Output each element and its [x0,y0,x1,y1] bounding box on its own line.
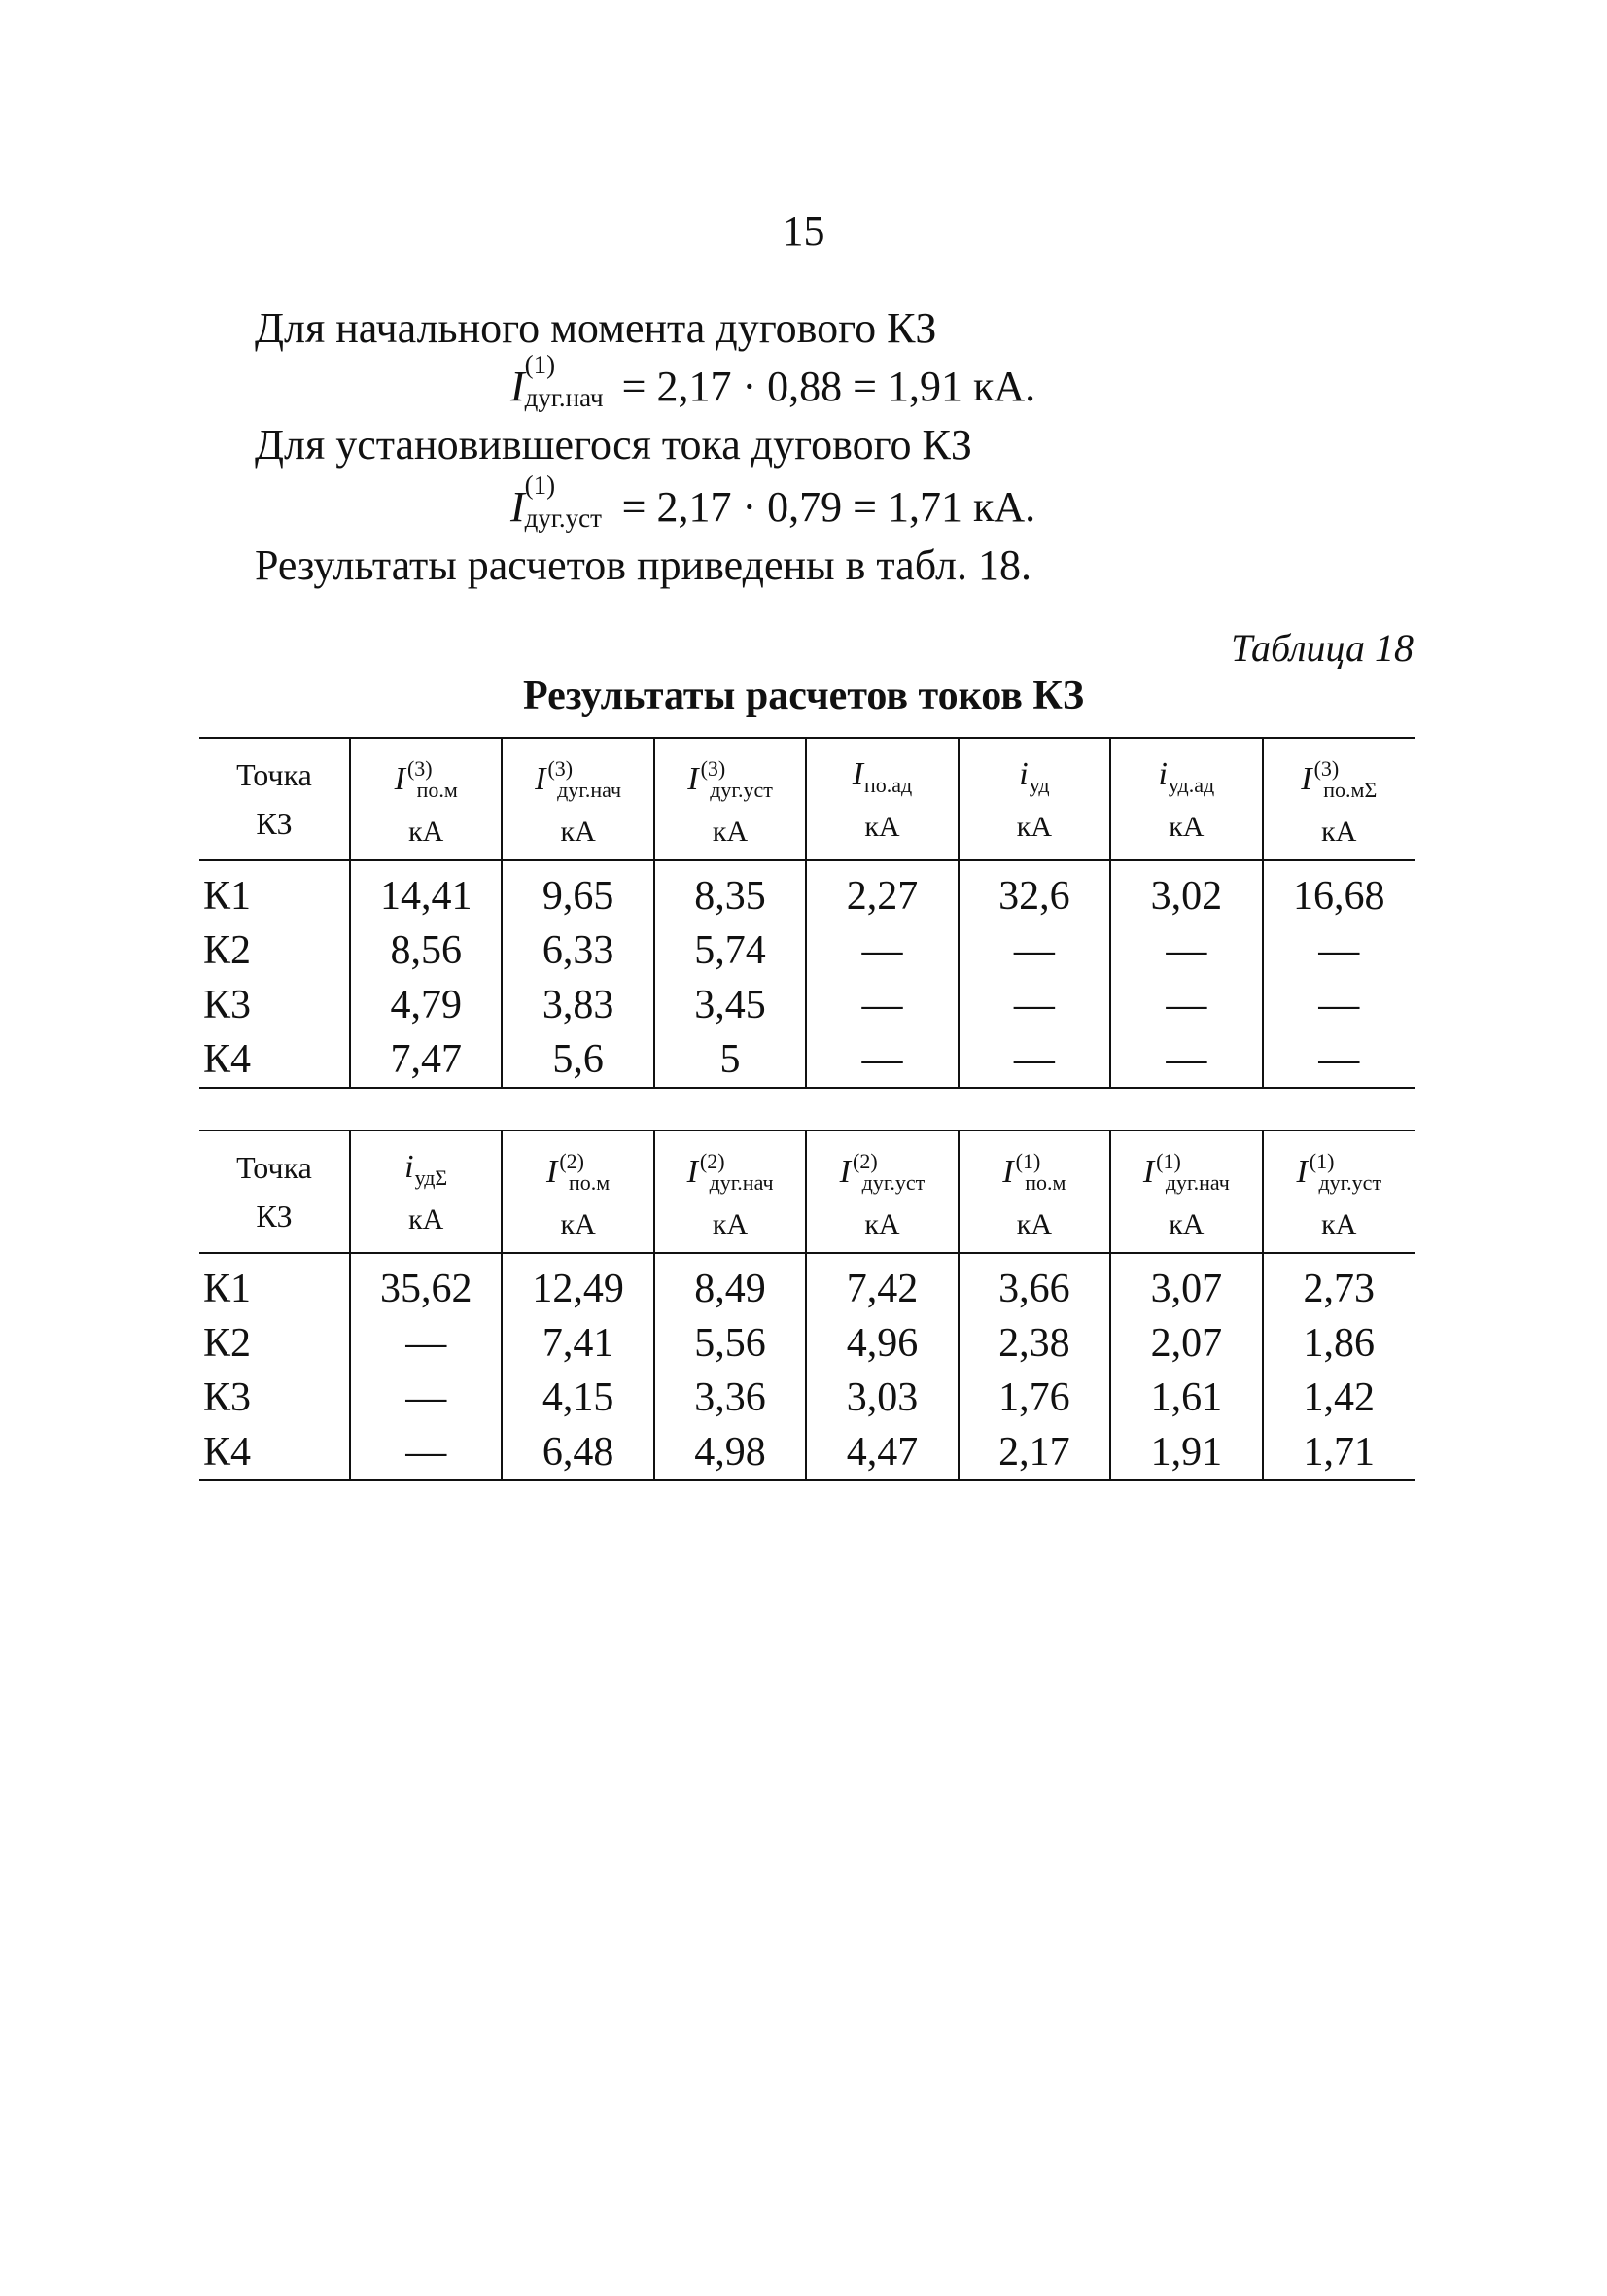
formula-arc-initial [510,349,1036,412]
formula-symbol: I [510,363,525,410]
value-cell: 5,74 [654,923,806,978]
value-cell: — [959,923,1110,978]
value-cell: 9,65 [502,860,653,923]
column-symbol-base: I [546,1154,558,1190]
point-header-label: КЗ [256,806,293,841]
value-cell: — [1110,923,1262,978]
value-cell: 8,49 [654,1253,806,1316]
column-symbol-subscript: дуг.уст [710,778,773,802]
column-symbol-base: I [686,1154,698,1190]
column-symbol-subscript: по.м [416,778,458,802]
formula-expression: = 2,17 · 0,88 = 1,91 кА. [621,363,1036,410]
column-unit: кА [1169,1208,1205,1240]
column-symbol-base: i [404,1148,414,1185]
value-cell: 2,73 [1263,1253,1415,1316]
value-cell: 3,07 [1110,1253,1262,1316]
value-cell: — [806,923,958,978]
column-symbol [546,1142,610,1202]
formula-indices [524,470,614,533]
formula-superscript: (1) [524,349,556,379]
column-unit: кА [864,1208,900,1240]
table-row [199,860,1415,923]
column-symbol-superscript: (1) [1309,1149,1335,1173]
value-cell: — [806,1032,958,1088]
value-cell: 6,48 [502,1425,653,1480]
point-header [199,1131,350,1253]
column-header [1110,738,1262,860]
value-cell: 8,35 [654,860,806,923]
table-row [199,978,1415,1032]
column-symbol-base: I [839,1154,851,1190]
value-cell: — [1110,1032,1262,1088]
column-symbol-superscript: (1) [1015,1149,1041,1173]
value-cell: 4,98 [654,1425,806,1480]
column-symbol [1296,1142,1381,1202]
column-symbol [687,1142,774,1202]
column-symbol-superscript: (3) [1313,756,1340,781]
column-symbol-subscript: по.мΣ [1323,778,1378,802]
column-symbol-subscript: удΣ [414,1165,448,1190]
value-cell: — [1263,978,1415,1032]
value-cell: 12,49 [502,1253,653,1316]
column-symbol-subscript: по.м [569,1170,611,1195]
value-cell: 4,96 [806,1316,958,1371]
point-header-label: Точка [236,1150,312,1185]
column-symbol-superscript: (3) [406,756,433,781]
value-cell: 16,68 [1263,860,1415,923]
column-symbol [1143,1142,1230,1202]
value-cell: — [806,978,958,1032]
column-header [959,1131,1110,1253]
column-symbol [1019,755,1049,805]
point-header-label: КЗ [256,1199,293,1234]
column-symbol-base: i [1158,755,1168,792]
text-line-steady-arc: Для установившегося тока дугового КЗ [255,421,972,469]
value-cell: — [959,978,1110,1032]
column-symbol-base: I [535,761,546,797]
column-header [350,1131,502,1253]
column-unit: кА [1016,810,1053,843]
column-header [654,1131,806,1253]
value-cell: 4,47 [806,1425,958,1480]
column-symbol-superscript: (2) [853,1149,878,1173]
column-symbol [1002,1142,1066,1202]
value-cell: 3,36 [654,1371,806,1425]
value-cell: 8,56 [350,923,502,978]
table-header-row [199,1131,1415,1253]
column-symbol-subscript: дуг.нач [1165,1170,1230,1195]
value-cell: 1,61 [1110,1371,1262,1425]
column-symbol-superscript: (3) [547,756,574,781]
column-symbol [395,749,458,810]
column-unit: кА [712,1208,749,1240]
value-cell: 4,79 [350,978,502,1032]
column-header [1263,738,1415,860]
column-unit: кА [560,816,596,848]
column-symbol [404,1148,447,1198]
column-symbol-base: I [1142,1154,1155,1190]
value-cell: 35,62 [350,1253,502,1316]
value-cell: 3,83 [502,978,653,1032]
column-symbol-base: I [852,755,864,792]
table-row [199,923,1415,978]
value-cell: 5,56 [654,1316,806,1371]
column-symbol-base: i [1019,755,1029,792]
point-cell: К2 [203,928,252,973]
value-cell: 6,33 [502,923,653,978]
table-title: Результаты расчетов токов КЗ [522,674,1085,718]
point-cell: К2 [203,1321,252,1366]
value-cell: 5 [654,1032,806,1088]
value-cell: 2,17 [959,1425,1110,1480]
value-cell: 7,41 [502,1316,653,1371]
page-number: 15 [782,207,825,255]
value-cell: 3,02 [1110,860,1262,923]
column-unit: кА [1169,810,1205,843]
value-cell: 3,03 [806,1371,958,1425]
table-row [199,1371,1415,1425]
formula-indices [524,349,614,412]
column-header [806,738,958,860]
column-symbol [1158,755,1214,805]
column-symbol-superscript: (3) [700,756,726,781]
value-cell: 14,41 [350,860,502,923]
column-symbol-subscript: по.м [1025,1170,1066,1195]
column-symbol-superscript: (1) [1156,1149,1181,1173]
column-symbol [853,755,913,805]
table-caption: Таблица 18 [1231,626,1414,670]
value-cell: 5,6 [502,1032,653,1088]
column-symbol-subscript: дуг.нач [709,1170,774,1195]
table-row [199,1032,1415,1088]
text-line-initial-arc: Для начального момента дугового КЗ [255,304,937,352]
value-cell: — [1110,978,1262,1032]
column-symbol-subscript: дуг.уст [861,1170,926,1195]
formula-subscript: дуг.нач [524,382,604,412]
column-unit: кА [1016,1208,1053,1240]
formula-subscript: дуг.уст [524,503,602,533]
column-symbol [840,1142,926,1202]
column-symbol-superscript: (2) [559,1149,585,1173]
value-cell: 3,66 [959,1253,1110,1316]
value-cell: 7,47 [350,1032,502,1088]
value-cell: 4,15 [502,1371,653,1425]
value-cell: 2,07 [1110,1316,1262,1371]
column-header [502,1131,653,1253]
formula-superscript: (1) [524,470,556,500]
value-cell: — [350,1371,502,1425]
column-symbol-base: I [1296,1154,1308,1190]
column-unit: кА [408,1202,444,1235]
formula-expression: = 2,17 · 0,79 = 1,71 кА. [621,483,1036,531]
column-unit: кА [712,816,749,848]
column-symbol-base: I [687,761,699,797]
column-header [502,738,653,860]
value-cell: 1,71 [1263,1425,1415,1480]
value-cell: — [959,1032,1110,1088]
column-header [1110,1131,1262,1253]
column-symbol-subscript: уд.ад [1168,772,1215,797]
column-symbol-superscript: (2) [699,1149,725,1173]
value-cell: 3,45 [654,978,806,1032]
column-symbol-base: I [1002,1154,1014,1190]
point-cell: К4 [199,1425,350,1480]
results-table-2 [199,1130,1415,1481]
column-symbol-base: I [1301,761,1312,797]
column-unit: кА [1321,1208,1357,1240]
point-cell: К3 [203,1375,252,1420]
column-symbol-subscript: дуг.уст [1318,1170,1382,1195]
value-cell: 7,42 [806,1253,958,1316]
column-header [350,738,502,860]
table-row [199,1316,1415,1371]
results-table-1 [199,737,1415,1089]
value-cell: 1,91 [1110,1425,1262,1480]
column-unit: кА [864,810,900,843]
column-header [1263,1131,1415,1253]
value-cell: — [1263,923,1415,978]
point-header [199,738,350,860]
column-symbol [535,749,621,810]
point-header-label: Точка [236,757,312,792]
value-cell: 32,6 [959,860,1110,923]
point-cell: К4 [199,1032,350,1088]
value-cell: 1,76 [959,1371,1110,1425]
column-unit: кА [408,816,444,848]
column-header [806,1131,958,1253]
point-cell: К1 [203,1267,252,1311]
value-cell: 1,86 [1263,1316,1415,1371]
column-symbol [687,749,773,810]
column-header [654,738,806,860]
formula-arc-steady [510,470,1036,533]
table-header-row [199,738,1415,860]
column-symbol-subscript: дуг.нач [557,778,622,802]
column-symbol-subscript: по.ад [864,772,913,797]
column-unit: кА [1321,816,1357,848]
column-symbol-subscript: уд [1029,772,1050,797]
value-cell: 2,27 [806,860,958,923]
point-cell: К3 [203,983,252,1027]
value-cell: — [1263,1032,1415,1088]
column-header [959,738,1110,860]
table-row [199,1425,1415,1480]
value-cell: — [350,1425,502,1480]
point-cell: К1 [203,874,252,919]
table-row [199,1253,1415,1316]
value-cell: 2,38 [959,1316,1110,1371]
column-symbol-base: I [394,761,405,797]
formula-symbol: I [510,483,525,531]
value-cell: — [350,1316,502,1371]
column-symbol [1301,749,1377,810]
text-line-results: Результаты расчетов приведены в табл. 18. [255,541,1031,589]
column-unit: кА [560,1208,596,1240]
value-cell: 1,42 [1263,1371,1415,1425]
